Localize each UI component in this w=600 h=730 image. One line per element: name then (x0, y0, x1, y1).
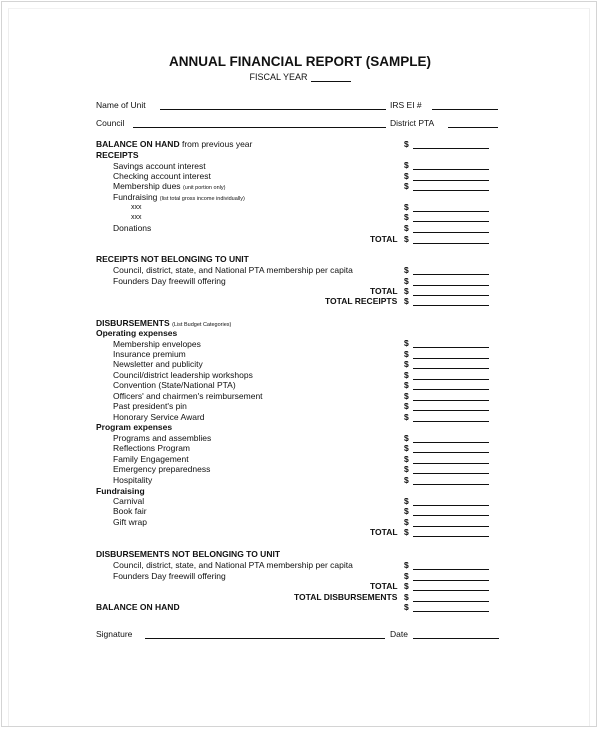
receipt-item-note: (list total gross income individually) (159, 196, 245, 202)
dollar-sign: $ (404, 475, 409, 485)
name-of-unit-label: Name of Unit (96, 100, 146, 110)
receipts-nb-total-label: TOTAL (370, 286, 398, 296)
date-label: Date (390, 629, 408, 639)
receipt-amount-xxx-2[interactable] (413, 221, 489, 222)
dollar-sign: $ (404, 338, 409, 348)
dollar-sign: $ (404, 370, 409, 380)
total-disbursements-label: TOTAL DISBURSEMENTS (294, 592, 398, 602)
signature-field[interactable] (145, 638, 385, 639)
dollar-sign: $ (404, 380, 409, 390)
dollar-sign: $ (404, 401, 409, 411)
dollar-sign: $ (404, 181, 409, 191)
receipt-nb-amount-founders[interactable] (413, 285, 489, 286)
disbursements-not-belonging-heading: DISBURSEMENTS NOT BELONGING TO UNIT (96, 549, 281, 559)
dollar-sign: $ (404, 359, 409, 369)
disbursement-amount[interactable] (413, 400, 489, 401)
name-of-unit-field[interactable] (160, 109, 386, 110)
dollar-sign: $ (404, 139, 409, 149)
disbursement-amount[interactable] (413, 389, 489, 390)
disbursement-item-label: Officers' and chairmen's reimbursement (113, 391, 263, 401)
disbursement-nb-item-label: Council, district, state, and National PTA membership per capita (113, 560, 353, 570)
date-field[interactable] (413, 638, 499, 639)
receipt-amount-xxx-1[interactable] (413, 211, 489, 212)
fiscal-year-field[interactable] (311, 73, 351, 82)
receipt-item-label: xxx (131, 214, 142, 221)
disbursement-nb-item-label: Founders Day freewill offering (113, 571, 226, 581)
disbursements-nb-total-label: TOTAL (370, 581, 398, 591)
disbursement-item-label: Reflections Program (113, 443, 191, 453)
operating-expenses-heading: Operating expenses (96, 328, 178, 338)
dollar-sign: $ (404, 602, 409, 612)
program-expenses-heading: Program expenses (96, 422, 173, 432)
dollar-sign: $ (404, 571, 409, 581)
receipts-total-amount[interactable] (413, 243, 489, 244)
disbursement-item-label: Membership envelopes (113, 339, 201, 349)
dollar-sign: $ (404, 412, 409, 422)
receipt-nb-item-label: Council, district, state, and National PTA membership per capita (113, 265, 353, 275)
dollar-sign: $ (404, 276, 409, 286)
disbursement-amount[interactable] (413, 505, 489, 506)
disbursement-amount[interactable] (413, 347, 489, 348)
disbursement-amount[interactable] (413, 421, 489, 422)
dollar-sign: $ (404, 560, 409, 570)
dollar-sign: $ (404, 171, 409, 181)
dollar-sign: $ (404, 443, 409, 453)
dollar-sign: $ (404, 506, 409, 516)
disbursements-heading-note: (List Budget Categories) (172, 322, 232, 328)
irs-label: IRS EI # (390, 100, 422, 110)
disbursement-item-label: Family Engagement (113, 454, 189, 464)
dollar-sign: $ (404, 496, 409, 506)
dollar-sign: $ (404, 581, 409, 591)
disbursement-amount[interactable] (413, 452, 489, 453)
disbursement-amount[interactable] (413, 526, 489, 527)
dollar-sign: $ (404, 433, 409, 443)
dollar-sign: $ (404, 286, 409, 296)
disbursement-item-label: Past president's pin (113, 401, 187, 411)
disbursement-item-label: Newsletter and publicity (113, 359, 203, 369)
disbursement-nb-amount-founders[interactable] (413, 580, 489, 581)
dollar-sign: $ (404, 160, 409, 170)
disbursements-nb-total-amount[interactable] (413, 590, 489, 591)
dollar-sign: $ (404, 202, 409, 212)
disbursement-amount[interactable] (413, 473, 489, 474)
dollar-sign: $ (404, 265, 409, 275)
disbursement-item-label: Emergency preparedness (113, 464, 211, 474)
disbursement-amount[interactable] (413, 442, 489, 443)
dollar-sign: $ (404, 391, 409, 401)
receipt-amount-donations[interactable] (413, 232, 489, 233)
receipt-item-label: Membership dues (113, 181, 181, 191)
receipt-item-label: xxx (131, 204, 142, 211)
dollar-sign: $ (404, 454, 409, 464)
disbursement-item-label: Hospitality (113, 475, 153, 485)
disbursement-amount[interactable] (413, 368, 489, 369)
receipt-item-label: Savings account interest (113, 161, 206, 171)
fiscal-year-label: FISCAL YEAR (249, 72, 308, 82)
dollar-sign: $ (404, 234, 409, 244)
report-title: ANNUAL FINANCIAL REPORT (SAMPLE) (169, 54, 431, 69)
balance-previous-label: BALANCE ON HAND (96, 139, 180, 149)
disbursement-item-label: Book fair (113, 506, 147, 516)
district-label: District PTA (390, 118, 435, 128)
receipt-item-label: Donations (113, 223, 152, 233)
disbursement-amount[interactable] (413, 410, 489, 411)
disbursement-amount[interactable] (413, 379, 489, 380)
dollar-sign: $ (404, 527, 409, 537)
council-label: Council (96, 118, 125, 128)
receipts-not-belonging-heading: RECEIPTS NOT BELONGING TO UNIT (96, 254, 249, 264)
receipt-amount-savings[interactable] (413, 169, 489, 170)
balance-previous-amount[interactable] (413, 148, 489, 149)
dollar-sign: $ (404, 464, 409, 474)
balance-previous-row (96, 140, 252, 149)
dollar-sign: $ (404, 296, 409, 306)
balance-on-hand-label: BALANCE ON HAND (96, 602, 180, 612)
receipt-amount-membership[interactable] (413, 190, 489, 191)
disbursement-item-label: Programs and assemblies (113, 433, 212, 443)
total-receipts-label: TOTAL RECEIPTS (325, 296, 398, 306)
disbursement-item-label: Gift wrap (113, 517, 148, 527)
receipts-heading: RECEIPTS (96, 150, 139, 160)
disbursement-item-label: Insurance premium (113, 349, 186, 359)
dollar-sign: $ (404, 223, 409, 233)
disbursement-item-label: Council/district leadership workshops (113, 370, 253, 380)
dollar-sign: $ (404, 592, 409, 602)
dollar-sign: $ (404, 517, 409, 527)
disbursements-total-label: TOTAL (370, 527, 398, 537)
receipts-total-label: TOTAL (370, 234, 398, 244)
dollar-sign: $ (404, 212, 409, 222)
fundraising-heading: Fundraising (96, 486, 145, 496)
district-field[interactable] (448, 127, 498, 128)
disbursement-nb-amount-per-capita[interactable] (413, 569, 489, 570)
receipt-item-fundraising (113, 193, 245, 203)
receipts-nb-total-amount[interactable] (413, 295, 489, 296)
balance-previous-note: from previous year (181, 139, 253, 149)
receipt-nb-amount-per-capita[interactable] (413, 274, 489, 275)
disbursement-amount[interactable] (413, 515, 489, 516)
dollar-sign: $ (404, 349, 409, 359)
council-field[interactable] (133, 127, 386, 128)
balance-on-hand-amount[interactable] (413, 611, 489, 612)
disbursement-item-label: Convention (State/National PTA) (113, 380, 236, 390)
disbursement-amount[interactable] (413, 463, 489, 464)
disbursements-heading: DISBURSEMENTS (96, 318, 170, 328)
disbursement-item-label: Honorary Service Award (113, 412, 205, 422)
receipt-item-note: (unit portion only) (182, 185, 226, 191)
receipt-item-label: Fundraising (113, 192, 158, 202)
receipt-nb-item-label: Founders Day freewill offering (113, 276, 226, 286)
receipt-item-label: Checking account interest (113, 171, 211, 181)
page-inner-border (8, 8, 590, 726)
signature-label: Signature (96, 629, 133, 639)
receipt-amount-checking[interactable] (413, 180, 489, 181)
total-disbursements-amount[interactable] (413, 601, 489, 602)
fiscal-year-row (0, 73, 600, 82)
disbursement-amount[interactable] (413, 484, 489, 485)
receipt-item-membership (113, 182, 225, 192)
disbursements-total-amount[interactable] (413, 536, 489, 537)
irs-field[interactable] (432, 109, 498, 110)
disbursement-item-label: Carnival (113, 496, 145, 506)
total-receipts-amount[interactable] (413, 305, 489, 306)
disbursement-amount[interactable] (413, 358, 489, 359)
